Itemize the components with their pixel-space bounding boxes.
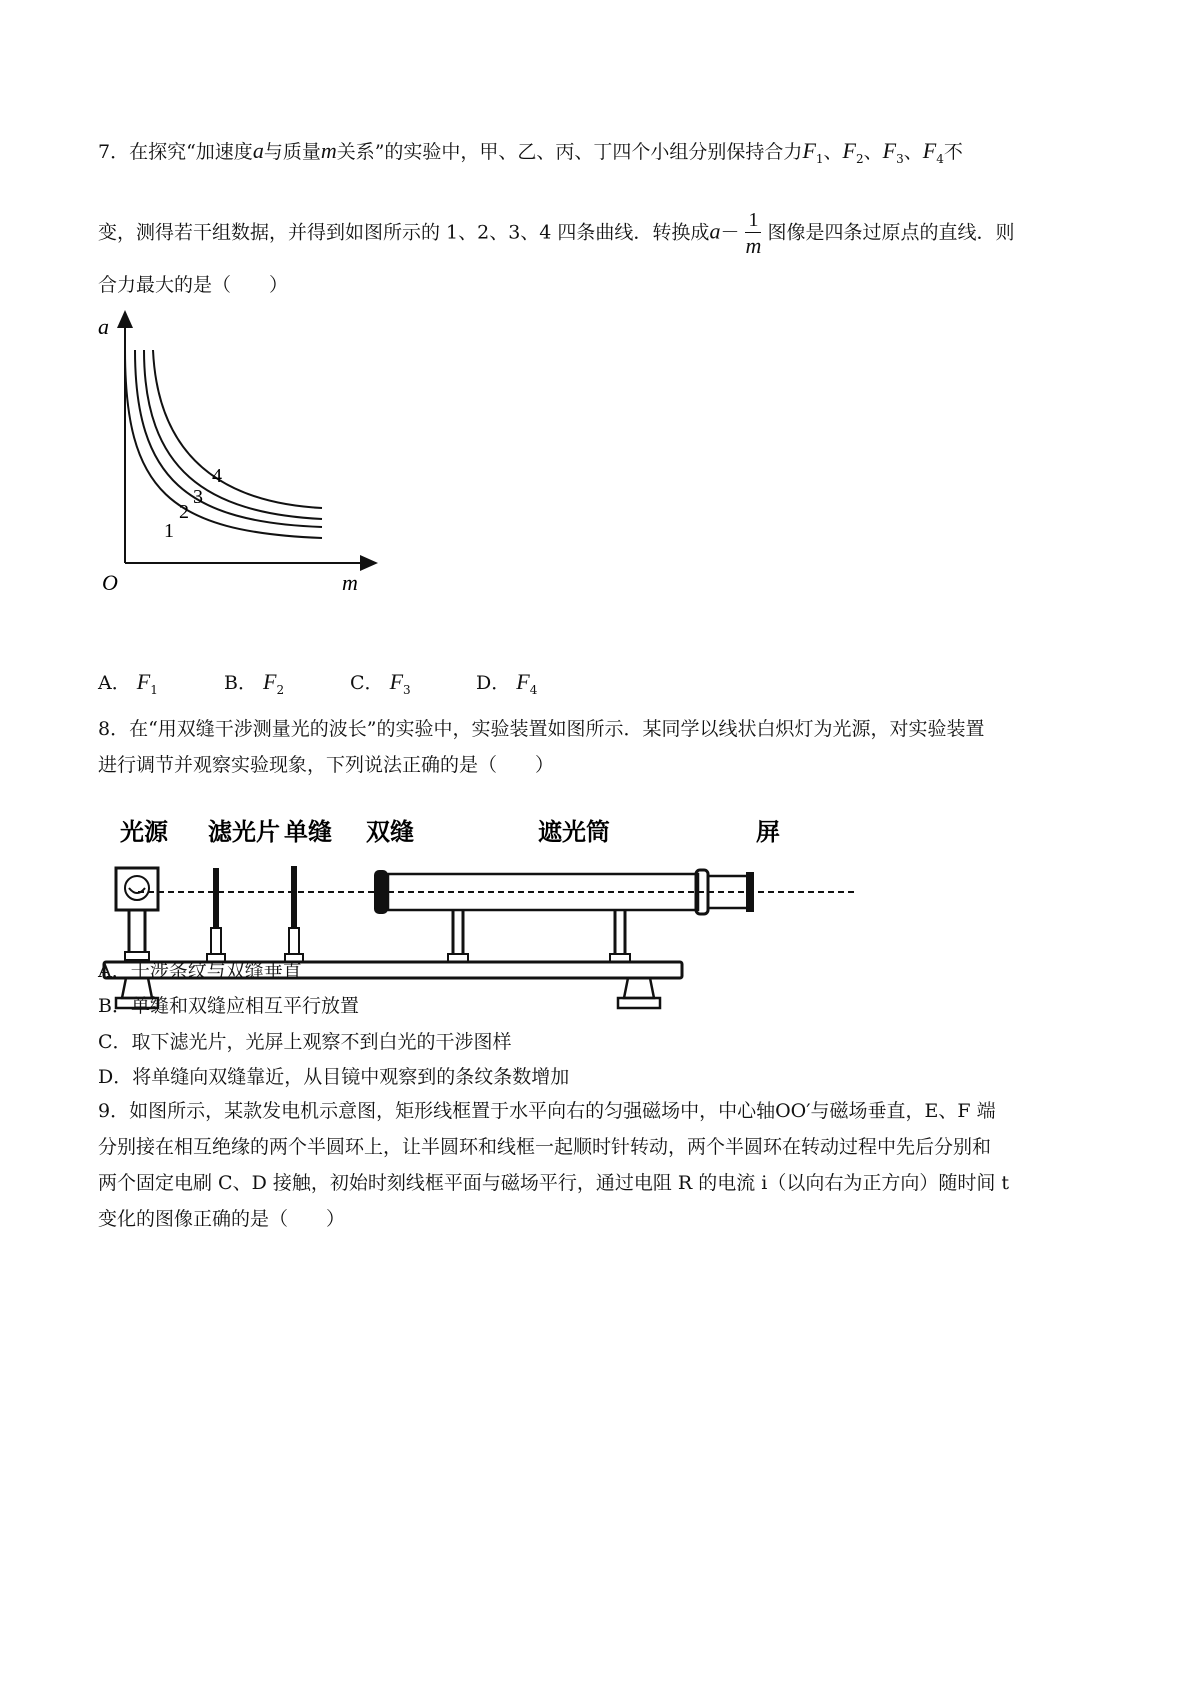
fraction-one-over-m: $\frac{1}{m}$	[745, 209, 762, 258]
label-double-slit: 双缝	[366, 820, 414, 846]
x-axis-label: m	[342, 570, 358, 595]
q7-option-b[interactable]: B． $F_2$	[224, 669, 285, 697]
y-axis-label: a	[98, 314, 109, 339]
curve-3	[144, 350, 322, 519]
q8-stem-line-1: 8．在“用双缝干涉测量光的波长”的实验中，实验装置如图所示．某同学以线状白炽灯为光源，对实验装置	[98, 718, 985, 740]
q8-option-c[interactable]: C．取下滤光片，光屏上观察不到白光的干涉图样	[98, 1031, 512, 1053]
q9-stem-line-3: 两个固定电刷 C、D 接触，初始时刻线框平面与磁场平行，通过电阻 R 的电流 i（以向右为正方向）随时间 t	[98, 1172, 1010, 1194]
q8-option-b[interactable]: B．单缝和双缝应相互平行放置	[98, 995, 359, 1017]
q7-stem-line-1: 7．在探究“加速度a与质量m关系”的实验中，甲、乙、丙、丁四个小组分别保持合力$F_1$、$F_2$、$F_3$、$F_4$不	[98, 138, 963, 166]
label-light-source: 光源	[120, 820, 168, 846]
label-tube: 遮光筒	[538, 820, 610, 846]
single-slit	[285, 866, 303, 962]
q9-stem-line-2: 分别接在相互绝缘的两个半圆环上，让半圆环和线框一起顺时针转动，两个半圆环在转动过程中先后分别和	[98, 1136, 992, 1158]
acceleration-mass-graph	[98, 310, 398, 600]
curve-label-2: 2	[179, 501, 189, 523]
q9-stem-line-4: 变化的图像正确的是（ ）	[98, 1208, 346, 1230]
q9-stem-line-1: 9．如图所示，某款发电机示意图，矩形线框置于水平向右的匀强磁场中，中心轴OO′与磁场垂直，E、F 端	[98, 1100, 996, 1122]
curve-label-4: 4	[212, 465, 222, 487]
q7-option-c[interactable]: C． $F_3$	[350, 669, 411, 697]
q8-option-d[interactable]: D．将单缝向双缝靠近，从目镜中观察到的条纹条数增加	[98, 1066, 570, 1088]
q7-options	[98, 668, 602, 697]
curve-label-3: 3	[193, 486, 203, 508]
curve-label-1: 1	[164, 520, 174, 542]
var-m: m	[320, 138, 337, 163]
light-shielding-tube	[374, 870, 754, 962]
origin-label: O	[102, 570, 118, 595]
filter	[207, 868, 225, 962]
curve-1	[125, 350, 322, 538]
q7-option-d[interactable]: D． $F_4$	[476, 669, 538, 697]
q7-option-a[interactable]: A． $F_1$	[98, 669, 158, 697]
q7-stem-line-2: 变，测得若干组数据，并得到如图所示的 1、2、3、4 四条曲线．转换成a－ $\frac{1}{m}$ 图像是四条过原点的直线．则	[98, 209, 1015, 258]
label-filter: 滤光片	[208, 820, 280, 846]
label-screen: 屏	[756, 820, 780, 846]
label-single-slit: 单缝	[284, 820, 332, 846]
light-source-lamp	[116, 868, 158, 960]
q8-stem-line-2: 进行调节并观察实验现象，下列说法正确的是（ ）	[98, 754, 555, 776]
q7-stem-line-3: 合力最大的是（ ）	[98, 274, 289, 296]
var-a: a	[252, 138, 264, 163]
q8-option-a[interactable]: A．干涉条纹与双缝垂直	[98, 960, 302, 982]
